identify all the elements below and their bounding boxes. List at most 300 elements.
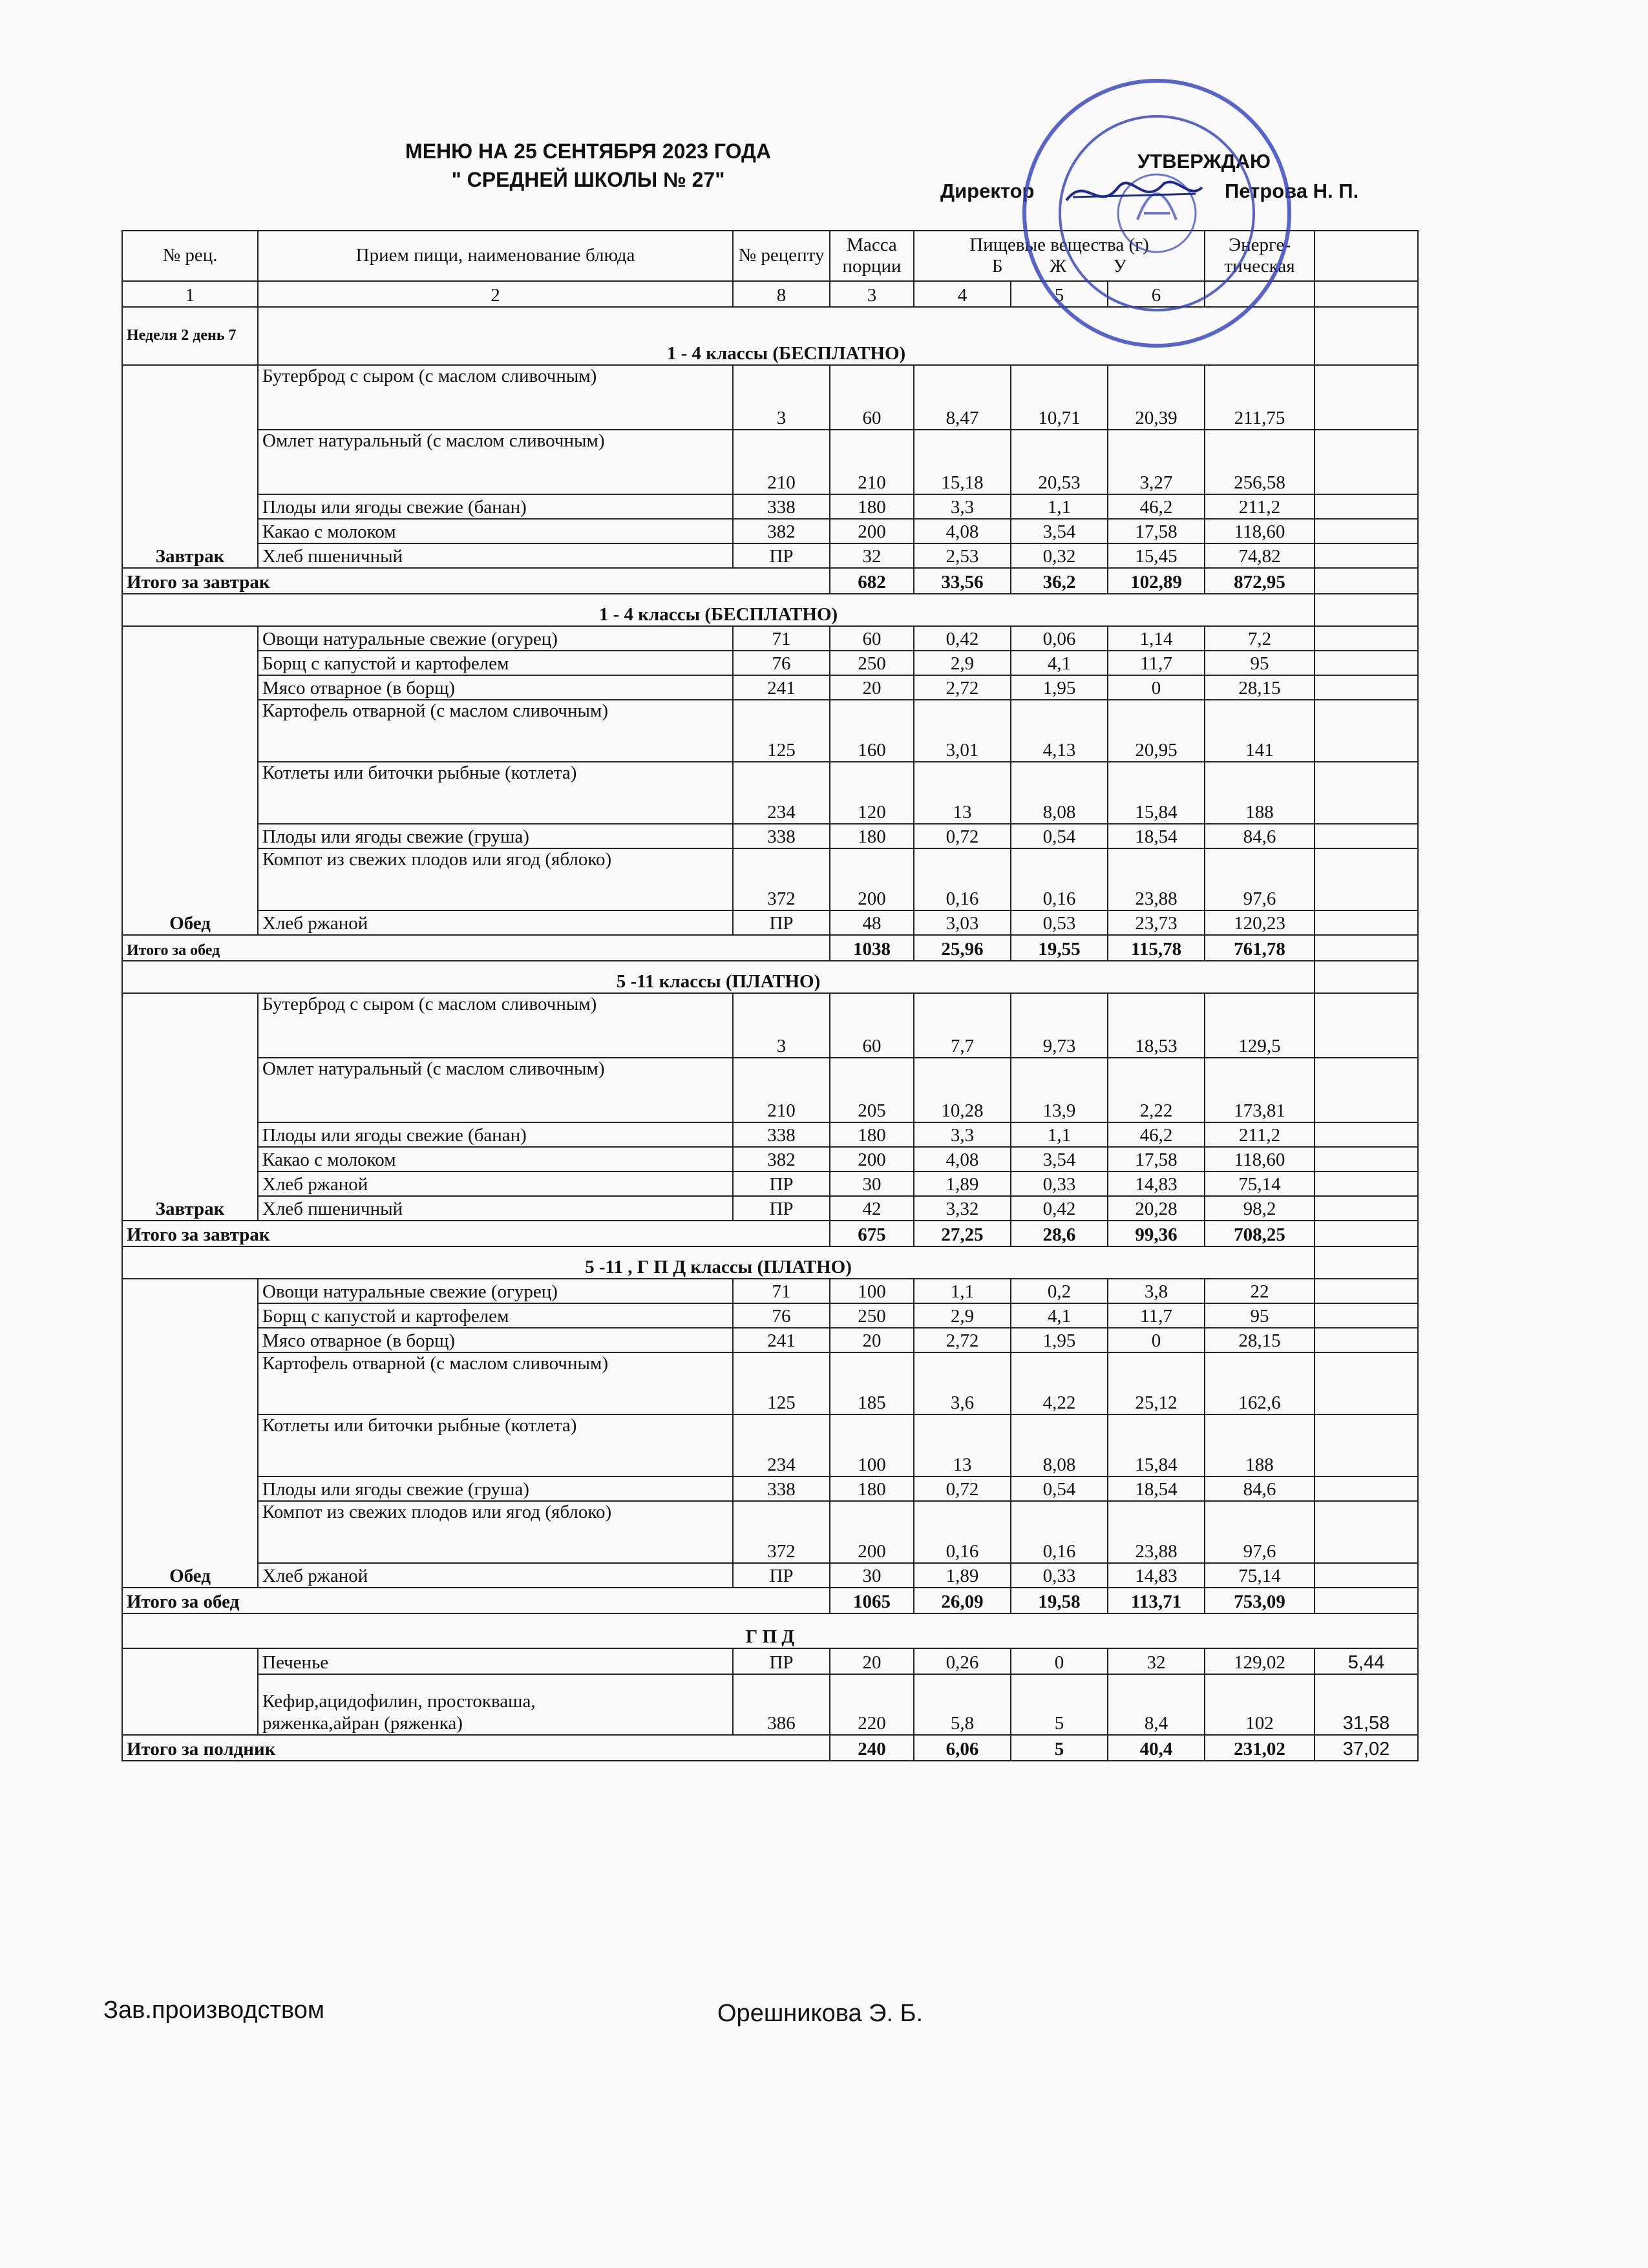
table-row: [122, 543, 1418, 568]
carb-value: 17,58: [1108, 1147, 1205, 1171]
energy-value: 84,6: [1205, 824, 1315, 848]
empty-cell: [1315, 700, 1418, 762]
total-protein: 6,06: [914, 1735, 1011, 1761]
energy-value: 129,5: [1205, 993, 1315, 1058]
protein-value: 0,72: [914, 824, 1011, 848]
carb-value: 20,39: [1108, 365, 1205, 430]
portion-mass: 100: [830, 1279, 914, 1303]
empty-meal-cell: [122, 1648, 258, 1735]
total-carb: 40,4: [1108, 1735, 1205, 1761]
recipe-no: 386: [733, 1674, 830, 1735]
total-mass: 682: [830, 568, 914, 594]
total-protein: 25,96: [914, 935, 1011, 961]
header-recipe-no: № рецепту: [733, 231, 830, 281]
protein-value: 2,9: [914, 1303, 1011, 1328]
energy-value: 97,6: [1205, 1501, 1315, 1563]
total-mass: 1038: [830, 935, 914, 961]
energy-value: 162,6: [1205, 1352, 1315, 1414]
total-carb: 99,36: [1108, 1221, 1205, 1246]
portion-mass: 30: [830, 1563, 914, 1588]
total-fat: 19,55: [1011, 935, 1108, 961]
total-carb: 102,89: [1108, 568, 1205, 594]
carb-value: 18,53: [1108, 993, 1205, 1058]
dish-name: Печенье: [258, 1648, 733, 1674]
total-mass: 675: [830, 1221, 914, 1246]
table-row: [122, 1328, 1418, 1352]
portion-mass: 205: [830, 1058, 914, 1122]
dish-name-line2: ряженка,айран (ряженка): [262, 1712, 463, 1734]
energy-value: 75,14: [1205, 1171, 1315, 1196]
table-row: [122, 675, 1418, 700]
dish-name: Какао с молоком: [258, 1147, 733, 1171]
carb-value: 18,54: [1108, 824, 1205, 848]
portion-mass: 180: [830, 494, 914, 519]
empty-cell: [1315, 543, 1418, 568]
empty-cell: [1315, 1352, 1418, 1414]
dish-name-text: Омлет натуральный (с маслом сливочным): [262, 1058, 605, 1079]
table-row: [122, 1171, 1418, 1196]
dish-name: [258, 1414, 733, 1476]
dish-name-text: Картофель отварной (с маслом сливочным): [262, 1353, 609, 1374]
dish-name-text: Компот из свежих плодов или ягод (яблоко): [262, 849, 612, 870]
fat-value: 3,54: [1011, 1147, 1108, 1171]
protein-value: 3,01: [914, 700, 1011, 762]
recipe-no: 125: [733, 700, 830, 762]
dish-name-text: Бутерброд с сыром (с маслом сливочным): [262, 366, 597, 386]
dish-name: Овощи натуральные свежие (огурец): [258, 626, 733, 651]
carb-value: 11,7: [1108, 651, 1205, 675]
fat-value: 0,33: [1011, 1171, 1108, 1196]
fat-value: 4,13: [1011, 700, 1108, 762]
fat-value: 1,95: [1011, 1328, 1108, 1352]
table-row: [122, 365, 1418, 430]
dish-name: [258, 762, 733, 824]
dish-name: Хлеб ржаной: [258, 1563, 733, 1588]
protein-value: 8,47: [914, 365, 1011, 430]
dish-name: Хлеб пшеничный: [258, 1196, 733, 1221]
table-row: [122, 1501, 1418, 1563]
energy-value: 95: [1205, 1303, 1315, 1328]
protein-value: 2,53: [914, 543, 1011, 568]
dish-name: [258, 1058, 733, 1122]
dish-name: [258, 430, 733, 494]
empty-cell: [1315, 1246, 1418, 1279]
table-row: [122, 1648, 1418, 1674]
recipe-no: ПР: [733, 910, 830, 935]
dish-name: [258, 993, 733, 1058]
header-portion: Масса порции: [830, 231, 914, 281]
energy-value: 211,2: [1205, 494, 1315, 519]
portion-mass: 185: [830, 1352, 914, 1414]
protein-value: 3,3: [914, 1122, 1011, 1147]
fat-value: 0,16: [1011, 1501, 1108, 1563]
recipe-no: 241: [733, 675, 830, 700]
fat-value: 0: [1011, 1648, 1108, 1674]
table-row: [122, 910, 1418, 935]
portion-mass: 20: [830, 1328, 914, 1352]
dish-name: Плоды или ягоды свежие (банан): [258, 1122, 733, 1147]
meal-label: Завтрак: [122, 365, 258, 568]
protein-value: 4,08: [914, 1147, 1011, 1171]
table-row: [122, 993, 1418, 1058]
fat-value: 0,33: [1011, 1563, 1108, 1588]
dish-name: [258, 365, 733, 430]
table-row: [122, 651, 1418, 675]
table-row: [122, 1196, 1418, 1221]
recipe-no: ПР: [733, 1648, 830, 1674]
table-row: [122, 762, 1418, 824]
dish-name: [258, 1674, 733, 1735]
portion-mass: 200: [830, 1147, 914, 1171]
carb-value: 32: [1108, 1648, 1205, 1674]
recipe-no: 125: [733, 1352, 830, 1414]
empty-cell: [1315, 762, 1418, 824]
table-row: [122, 494, 1418, 519]
energy-value: 28,15: [1205, 1328, 1315, 1352]
carb-value: 14,83: [1108, 1563, 1205, 1588]
protein-value: 3,3: [914, 494, 1011, 519]
portion-mass: 20: [830, 1648, 914, 1674]
recipe-no: 372: [733, 1501, 830, 1563]
energy-value: 141: [1205, 700, 1315, 762]
num-cell: 5: [1011, 281, 1108, 307]
protein-value: 13: [914, 762, 1011, 824]
table-row: [122, 824, 1418, 848]
fat-value: 0,2: [1011, 1279, 1108, 1303]
dish-name: [258, 1352, 733, 1414]
carb-value: 20,95: [1108, 700, 1205, 762]
energy-value: 97,6: [1205, 848, 1315, 910]
section-title: 1 - 4 классы (БЕСПЛАТНО): [122, 594, 1315, 626]
energy-value: 129,02: [1205, 1648, 1315, 1674]
empty-cell: [1315, 1122, 1418, 1147]
meal-label: Обед: [122, 1279, 258, 1588]
fat-value: 13,9: [1011, 1058, 1108, 1122]
total-energy: 761,78: [1205, 935, 1315, 961]
empty-cell: [1315, 1588, 1418, 1613]
table-row: [122, 1147, 1418, 1171]
empty-cell: [1315, 824, 1418, 848]
empty-cell: [1315, 430, 1418, 494]
empty-cell: [1315, 961, 1418, 993]
empty-cell: [1315, 1476, 1418, 1501]
total-protein: 33,56: [914, 568, 1011, 594]
num-cell: 4: [914, 281, 1011, 307]
recipe-no: 234: [733, 1414, 830, 1476]
portion-mass: 60: [830, 626, 914, 651]
energy-value: 74,82: [1205, 543, 1315, 568]
section-title: 5 -11 , Г П Д классы (ПЛАТНО): [122, 1246, 1315, 1279]
recipe-no: ПР: [733, 1171, 830, 1196]
empty-cell: [1315, 365, 1418, 430]
table-row: [122, 1279, 1418, 1303]
energy-value: 256,58: [1205, 430, 1315, 494]
portion-mass: 20: [830, 675, 914, 700]
recipe-no: 210: [733, 430, 830, 494]
dish-name-text: Котлеты или биточки рыбные (котлета): [262, 1415, 577, 1436]
protein-value: 2,9: [914, 651, 1011, 675]
protein-value: 10,28: [914, 1058, 1011, 1122]
energy-value: 211,2: [1205, 1122, 1315, 1147]
total-label: Итого за завтрак: [122, 1221, 830, 1246]
total-energy: 753,09: [1205, 1588, 1315, 1613]
protein-value: 0,42: [914, 626, 1011, 651]
fat-value: 4,22: [1011, 1352, 1108, 1414]
week-label: Неделя 2 день 7: [122, 307, 258, 365]
energy-value: 84,6: [1205, 1476, 1315, 1501]
fat-value: 3,54: [1011, 519, 1108, 543]
total-protein: 26,09: [914, 1588, 1011, 1613]
num-cell: 8: [733, 281, 830, 307]
protein-value: 0,16: [914, 1501, 1011, 1563]
protein-value: 2,72: [914, 675, 1011, 700]
carb-value: 46,2: [1108, 494, 1205, 519]
empty-cell: [1315, 1196, 1418, 1221]
fat-value: 1,1: [1011, 494, 1108, 519]
carb-value: 3,8: [1108, 1279, 1205, 1303]
total-row: [122, 1588, 1418, 1613]
carb-value: 17,58: [1108, 519, 1205, 543]
empty-cell: [1315, 594, 1418, 626]
empty-cell: [1315, 1328, 1418, 1352]
fat-value: 9,73: [1011, 993, 1108, 1058]
fat-value: 0,42: [1011, 1196, 1108, 1221]
empty-cell: [1315, 1563, 1418, 1588]
recipe-no: 3: [733, 993, 830, 1058]
portion-mass: 200: [830, 848, 914, 910]
total-mass: 240: [830, 1735, 914, 1761]
energy-value: 120,23: [1205, 910, 1315, 935]
u-label: У: [1113, 256, 1127, 277]
empty-cell: [1315, 1171, 1418, 1196]
total-label: Итого за обед: [122, 1588, 830, 1613]
protein-value: 13: [914, 1414, 1011, 1476]
footer-role: Зав.производством: [103, 1997, 324, 2024]
carb-value: 20,28: [1108, 1196, 1205, 1221]
protein-value: 4,08: [914, 519, 1011, 543]
fat-value: 4,1: [1011, 651, 1108, 675]
dish-name: Овощи натуральные свежие (огурец): [258, 1279, 733, 1303]
portion-mass: 180: [830, 1122, 914, 1147]
total-protein: 27,25: [914, 1221, 1011, 1246]
table-row: [122, 1674, 1418, 1735]
dish-name: Плоды или ягоды свежие (груша): [258, 1476, 733, 1501]
table-row: [122, 700, 1418, 762]
nutrients-label: Пищевые вещества (г): [969, 234, 1149, 255]
total-fat: 28,6: [1011, 1221, 1108, 1246]
portion-mass: 60: [830, 993, 914, 1058]
total-fat: 5: [1011, 1735, 1108, 1761]
table-row: [122, 1414, 1418, 1476]
dish-name: [258, 1501, 733, 1563]
dish-name: Борщ с капустой и картофелем: [258, 651, 733, 675]
energy-value: 98,2: [1205, 1196, 1315, 1221]
carb-value: 15,45: [1108, 543, 1205, 568]
carb-value: 15,84: [1108, 762, 1205, 824]
energy-value: 75,14: [1205, 1563, 1315, 1588]
total-row: [122, 1221, 1418, 1246]
empty-cell: [1315, 1058, 1418, 1122]
fat-value: 0,53: [1011, 910, 1108, 935]
energy-value: 95: [1205, 651, 1315, 675]
protein-value: 0,16: [914, 848, 1011, 910]
fat-value: 4,1: [1011, 1303, 1108, 1328]
recipe-no: 71: [733, 1279, 830, 1303]
dish-name: Мясо отварное (в борщ): [258, 1328, 733, 1352]
fat-value: 10,71: [1011, 365, 1108, 430]
portion-mass: 250: [830, 1303, 914, 1328]
fat-value: 0,16: [1011, 848, 1108, 910]
total-energy: 872,95: [1205, 568, 1315, 594]
extra-value: 31,58: [1315, 1674, 1418, 1735]
energy-value: 211,75: [1205, 365, 1315, 430]
zh-label: Ж: [1050, 256, 1067, 277]
table-row: [122, 1352, 1418, 1414]
fat-value: 0,32: [1011, 543, 1108, 568]
director-signature: [1060, 162, 1209, 226]
carb-value: 46,2: [1108, 1122, 1205, 1147]
protein-value: 3,03: [914, 910, 1011, 935]
energy-value: 118,60: [1205, 1147, 1315, 1171]
carb-value: 3,27: [1108, 430, 1205, 494]
dish-name: Хлеб пшеничный: [258, 543, 733, 568]
extra-value: 5,44: [1315, 1648, 1418, 1674]
protein-value: 7,7: [914, 993, 1011, 1058]
portion-mass: 60: [830, 365, 914, 430]
num-cell: 6: [1108, 281, 1205, 307]
protein-value: 3,32: [914, 1196, 1011, 1221]
energy-value: 188: [1205, 1414, 1315, 1476]
empty-cell: [1315, 307, 1418, 365]
empty-cell: [1315, 1147, 1418, 1171]
portion-mass: 180: [830, 1476, 914, 1501]
portion-mass: 120: [830, 762, 914, 824]
total-energy: 231,02: [1205, 1735, 1315, 1761]
portion-mass: 32: [830, 543, 914, 568]
header-energy: Энерге-тическая: [1205, 231, 1315, 281]
total-carb: 115,78: [1108, 935, 1205, 961]
dish-name: Плоды или ягоды свежие (груша): [258, 824, 733, 848]
empty-cell: [1315, 568, 1418, 594]
recipe-no: 382: [733, 1147, 830, 1171]
recipe-no: 76: [733, 1303, 830, 1328]
carb-value: 1,14: [1108, 626, 1205, 651]
energy-value: 22: [1205, 1279, 1315, 1303]
energy-value: 7,2: [1205, 626, 1315, 651]
header-rec: № рец.: [122, 231, 258, 281]
empty-cell: [1315, 935, 1418, 961]
dish-name: [258, 848, 733, 910]
empty-cell: [1315, 626, 1418, 651]
protein-value: 1,1: [914, 1279, 1011, 1303]
fat-value: 20,53: [1011, 430, 1108, 494]
dish-name-text: Картофель отварной (с маслом сливочным): [262, 700, 609, 721]
table-row: [122, 1563, 1418, 1588]
recipe-no: 338: [733, 824, 830, 848]
menu-title: МЕНЮ НА 25 СЕНТЯБРЯ 2023 ГОДА: [405, 140, 771, 163]
portion-mass: 160: [830, 700, 914, 762]
energy-value: 102: [1205, 1674, 1315, 1735]
director-name: Петрова Н. П.: [1225, 180, 1359, 202]
fat-value: 1,95: [1011, 675, 1108, 700]
protein-value: 15,18: [914, 430, 1011, 494]
empty-cell: [1315, 675, 1418, 700]
carb-value: 23,73: [1108, 910, 1205, 935]
recipe-no: 338: [733, 1476, 830, 1501]
empty-cell: [1315, 1303, 1418, 1328]
empty-cell: [1315, 1414, 1418, 1476]
protein-value: 1,89: [914, 1171, 1011, 1196]
dish-name: Хлеб ржаной: [258, 1171, 733, 1196]
recipe-no: 338: [733, 494, 830, 519]
table-row: [122, 1476, 1418, 1501]
footer-name: Орешникова Э. Б.: [717, 2000, 924, 2027]
fat-value: 8,08: [1011, 762, 1108, 824]
header-dish: Прием пищи, наименование блюда: [258, 231, 733, 281]
num-cell: 1: [122, 281, 258, 307]
b-label: Б: [991, 256, 1003, 277]
carb-value: 8,4: [1108, 1674, 1205, 1735]
carb-value: 23,88: [1108, 848, 1205, 910]
protein-value: 1,89: [914, 1563, 1011, 1588]
fat-value: 0,06: [1011, 626, 1108, 651]
recipe-no: 3: [733, 365, 830, 430]
recipe-no: ПР: [733, 543, 830, 568]
dish-name-text: Котлеты или биточки рыбные (котлета): [262, 762, 577, 783]
carb-value: 18,54: [1108, 1476, 1205, 1501]
energy-value: 173,81: [1205, 1058, 1315, 1122]
header-empty: [1315, 231, 1418, 281]
total-fat: 36,2: [1011, 568, 1108, 594]
section-title: 1 - 4 классы (БЕСПЛАТНО): [258, 307, 1315, 365]
recipe-no: ПР: [733, 1196, 830, 1221]
total-row: [122, 935, 1418, 961]
total-energy: 708,25: [1205, 1221, 1315, 1246]
energy-value: 188: [1205, 762, 1315, 824]
recipe-no: 71: [733, 626, 830, 651]
recipe-no: 210: [733, 1058, 830, 1122]
empty-cell: [1315, 281, 1418, 307]
fat-value: 8,08: [1011, 1414, 1108, 1476]
director-label: Директор: [940, 180, 1035, 202]
fat-value: 1,1: [1011, 1122, 1108, 1147]
approve-label: УТВЕРЖДАЮ: [1137, 150, 1271, 173]
dish-name-text: Омлет натуральный (с маслом сливочным): [262, 430, 605, 451]
carb-value: 14,83: [1108, 1171, 1205, 1196]
table-row: [122, 1122, 1418, 1147]
carb-value: 0: [1108, 675, 1205, 700]
carb-value: 2,22: [1108, 1058, 1205, 1122]
total-label: Итого за полдник: [122, 1735, 830, 1761]
recipe-no: ПР: [733, 1563, 830, 1588]
total-row: [122, 1735, 1418, 1761]
portion-mass: 250: [830, 651, 914, 675]
dish-name-text: Бутерброд с сыром (с маслом сливочным): [262, 994, 597, 1014]
num-cell: 2: [258, 281, 733, 307]
portion-mass: 210: [830, 430, 914, 494]
table-row: [122, 1303, 1418, 1328]
fat-value: 0,54: [1011, 824, 1108, 848]
recipe-no: 382: [733, 519, 830, 543]
table-row: [122, 1058, 1418, 1122]
fat-value: 0,54: [1011, 1476, 1108, 1501]
carb-value: 11,7: [1108, 1303, 1205, 1328]
table-row: [122, 430, 1418, 494]
protein-value: 0,72: [914, 1476, 1011, 1501]
school-title: " СРЕДНЕЙ ШКОЛЫ № 27": [451, 168, 725, 191]
carb-value: 0: [1108, 1328, 1205, 1352]
empty-cell: [1315, 848, 1418, 910]
